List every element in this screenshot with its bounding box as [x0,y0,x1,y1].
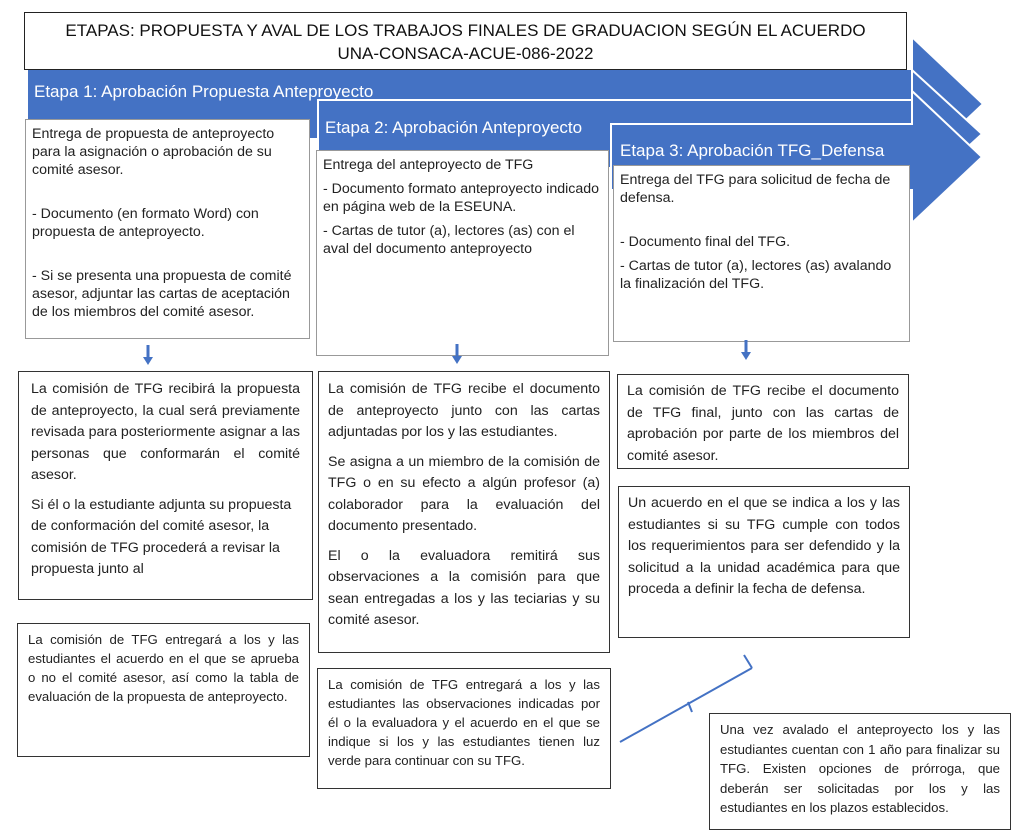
stage-2-label: Etapa 2: Aprobación Anteproyecto [325,118,583,137]
stage-1-down-arrow [142,345,154,367]
stage-2-result [317,668,611,789]
title-line-1: ETAPAS: PROPUESTA Y AVAL DE LOS TRABAJOS FINALES DE GRADUACION SEGÚN EL ACUERDO [65,21,866,40]
stage-2-down-arrow [451,344,463,366]
stage-2-result-text: La comisión de TFG entregará a los y las estudiantes las observaciones indicadas por él o la evaluadora y el acuerdo en el que se indique si los y las estudiantes tienen luz verde para continuar con su TFG. [328,677,600,768]
stage-2-process [318,371,610,653]
stage-3-requirements [613,165,910,342]
stage-2-req-intro: Entrega del anteproyecto de TFG [323,157,534,173]
stage-1-req-item: - Documento (en formato Word) con propuesta de anteproyecto. [32,206,259,240]
stage-1-result-text: La comisión de TFG entregará a los y las estudiantes el acuerdo en el que se aprueba o no el comité asesor, así como la tabla de evaluación de la propuesta de anteproyecto. [28,632,299,704]
stage-2-process-text: El o la evaluadora remitirá sus observaciones a la comisión para que sean entregadas a los y las teciarias y su comité asesor. [328,547,600,628]
stage-3-result-text: Un acuerdo en el que se indica a los y las estudiantes si su TFG cumple con todos los requerimientos para ser defendido y la solicitud a la unidad académica para que proceda a definir la fecha de defensa. [628,495,900,597]
stage-1-process-text: Si él o la estudiante adjunta su propuesta de conformación del comité asesor, la comisión de TFG procederá a revisar la propuesta junto al [31,496,292,577]
title-line-2: UNA-CONSACA-ACUE-086-2022 [337,44,594,63]
deadline-note-text: Una vez avalado el anteproyecto los y las estudiantes cuentan con 1 año para finalizar su TFG. Existen opciones de prórroga, que deberán ser solicitadas por los y las estudiantes en los plazos establecidos. [720,722,1000,815]
stage-3-down-arrow [740,340,752,362]
stage-2-req-item: - Cartas de tutor (a), lectores (as) con el aval del documento anteproyecto [323,223,575,257]
stage-1-label: Etapa 1: Aprobación Propuesta Anteproyecto [34,82,374,101]
stage-1-requirements [25,119,310,339]
stage-3-req-item: - Cartas de tutor (a), lectores (as) avalando la finalización del TFG. [620,258,892,292]
stage-3-req-intro: Entrega del TFG para solicitud de fecha de defensa. [620,172,891,206]
stage-3-req-item: - Documento final del TFG. [620,234,791,250]
stage-1-req-item: - Si se presenta una propuesta de comité asesor, adjuntar las cartas de aceptación de los miembros del comité asesor. [32,268,292,320]
stage-2-req-item: - Documento formato anteproyecto indicado en página web de la ESEUNA. [323,181,600,215]
diagram-title [24,12,907,70]
stage-3-process-text: La comisión de TFG recibe el documento de TFG final, junto con las cartas de aprobación por parte de los miembros del comité asesor. [627,383,899,464]
stage-1-req-intro: Entrega de propuesta de anteproyecto para la asignación o aprobación de su comité asesor. [32,126,275,178]
stage-1-result [17,623,310,757]
stage-2-process-text: La comisión de TFG recibe el documento de anteproyecto junto con las cartas adjuntadas por los y las estudiantes. [328,381,600,440]
stage-1-process [18,371,313,600]
deadline-note [709,713,1011,830]
stage-2-process-text: Se asigna a un miembro de la comisión de TFG o en su efecto a algún profesor (a) colaborador para la evaluación del documento presentado. [328,453,600,534]
stage-3-label: Etapa 3: Aprobación TFG_Defensa [620,141,885,160]
stage-3-process [617,374,909,469]
stage-2-requirements [316,150,609,356]
stage-3-result [618,486,910,638]
stage-1-process-text: La comisión de TFG recibirá la propuesta de anteproyecto, la cual será previamente revisada para posteriormente asignar a las personas que conformarán el comité asesor. [31,381,300,483]
